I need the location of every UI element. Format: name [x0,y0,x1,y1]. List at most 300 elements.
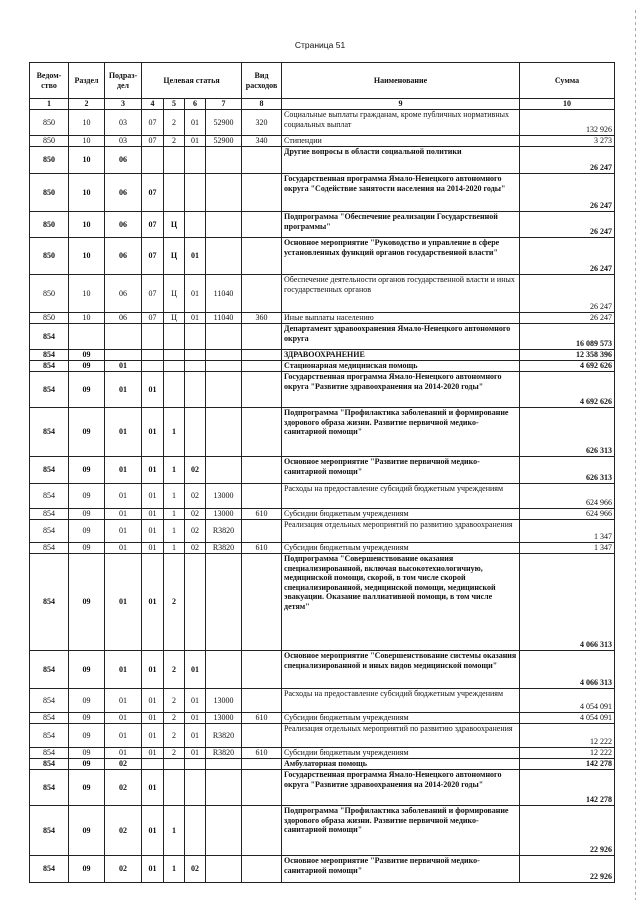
cell-razdel: 09 [69,543,105,554]
cell-podrazdel: 01 [105,713,142,724]
page-number: Страница 51 [294,40,346,50]
cell-razdel: 10 [69,110,105,136]
table-row [30,361,615,372]
cell-vedomstvo: 854 [30,361,69,372]
cell-naimenovanie: Реализация отдельных мероприятий по развитию здравоохранения [282,520,520,543]
cell-target-subprogram: 1 [164,457,185,484]
cell-vid-rashodov: 610 [242,543,282,554]
cell-vedomstvo: 850 [30,238,69,275]
cell-naimenovanie: Подпрограмма "Профилактика заболеваний и формирование здорового образа жизни. Развитие первичной медико-санитарной помощи" [282,408,520,457]
table-row [30,748,615,759]
header-vid-rashodov: Вид расходов [242,63,282,99]
cell-target-event: 01 [185,238,206,275]
cell-podrazdel: 01 [105,457,142,484]
header-celevaya-statya: Целевая статья [142,63,242,99]
cell-target-program: 01 [142,484,164,509]
cell-razdel: 09 [69,806,105,856]
cell-razdel: 09 [69,520,105,543]
table-row [30,509,615,520]
cell-target-program: 01 [142,713,164,724]
column-number-row [30,99,615,110]
cell-vid-rashodov [242,361,282,372]
cell-podrazdel: 06 [105,147,142,174]
cell-podrazdel: 01 [105,748,142,759]
cell-vid-rashodov [242,554,282,651]
table-row [30,856,615,883]
cell-target-program: 01 [142,457,164,484]
cell-podrazdel: 02 [105,806,142,856]
cell-summa: 624 966 [520,509,615,520]
cell-summa: 4 054 091 [520,713,615,724]
cell-razdel: 09 [69,759,105,770]
cell-summa: 12 222 [520,748,615,759]
cell-vedomstvo: 854 [30,554,69,651]
cell-summa: 132 926 [520,110,615,136]
cell-vid-rashodov: 610 [242,509,282,520]
cell-summa: 22 926 [520,856,615,883]
cell-podrazdel [105,324,142,350]
cell-podrazdel: 03 [105,136,142,147]
cell-summa: 22 926 [520,806,615,856]
table-row [30,136,615,147]
cell-naimenovanie: Подпрограмма "Профилактика заболеваний и формирование здорового образа жизни. Развитие первичной медико-санитарной помощи" [282,806,520,856]
cell-podrazdel: 01 [105,689,142,713]
table-row [30,689,615,713]
cell-podrazdel [105,350,142,361]
cell-vid-rashodov [242,520,282,543]
cell-razdel: 10 [69,275,105,313]
cell-vid-rashodov [242,324,282,350]
header-podrazdel: Подраз-дел [105,63,142,99]
cell-naimenovanie: Субсидии бюджетным учреждениям [282,543,520,554]
cell-target-subprogram: 1 [164,484,185,509]
cell-podrazdel: 06 [105,238,142,275]
cell-target-direction: R3820 [206,748,242,759]
cell-razdel: 09 [69,554,105,651]
cell-target-program [142,759,164,770]
cell-summa: 26 247 [520,238,615,275]
cell-summa: 1 347 [520,543,615,554]
table-row [30,212,615,238]
cell-target-direction [206,212,242,238]
cell-target-subprogram [164,350,185,361]
cell-summa: 1 347 [520,520,615,543]
cell-naimenovanie: Департамент здравоохранения Ямало-Ненецкого автономного округа [282,324,520,350]
cell-summa: 3 273 [520,136,615,147]
cell-naimenovanie: Государственная программа Ямало-Ненецкого автономного округа "Содействие занятости населения на 2014-2020 годы" [282,174,520,212]
cell-target-event: 02 [185,509,206,520]
cell-target-program: 01 [142,408,164,457]
cell-vedomstvo: 854 [30,651,69,689]
cell-podrazdel: 02 [105,856,142,883]
cell-vedomstvo: 850 [30,174,69,212]
cell-target-event [185,361,206,372]
cell-razdel: 10 [69,313,105,324]
cell-vid-rashodov: 320 [242,110,282,136]
cell-target-event [185,372,206,408]
cell-target-event: 01 [185,713,206,724]
cell-summa: 626 313 [520,408,615,457]
cell-vedomstvo: 854 [30,759,69,770]
cell-razdel: 10 [69,136,105,147]
cell-razdel: 09 [69,770,105,806]
cell-vid-rashodov [242,408,282,457]
cell-target-event [185,350,206,361]
cell-naimenovanie: Государственная программа Ямало-Ненецкого автономного округа "Развитие здравоохранения на 2014-2020 годы" [282,372,520,408]
header-naimenovanie: Наименование [282,63,520,99]
cell-naimenovanie: Подпрограмма "Совершенствование оказания специализированной, включая высокотехнологичную, медицинской помощи, скорой, в том числе скорой специализированной, медицинской помощи, медицинской эвакуации. Оказание паллиативной помощи, в том числе детям" [282,554,520,651]
cell-target-program [142,350,164,361]
cell-podrazdel: 06 [105,313,142,324]
cell-vedomstvo: 854 [30,457,69,484]
cell-target-subprogram: 2 [164,554,185,651]
cell-target-program: 01 [142,770,164,806]
col-num: 5 [164,99,185,110]
cell-target-event [185,174,206,212]
cell-target-event: 01 [185,136,206,147]
cell-vedomstvo: 854 [30,350,69,361]
cell-vedomstvo: 850 [30,136,69,147]
cell-podrazdel: 01 [105,651,142,689]
cell-summa: 4 692 626 [520,372,615,408]
cell-vid-rashodov [242,350,282,361]
cell-target-event: 02 [185,856,206,883]
table-row [30,408,615,457]
cell-target-event [185,770,206,806]
table-row [30,554,615,651]
cell-target-direction [206,174,242,212]
cell-vedomstvo: 854 [30,520,69,543]
cell-vid-rashodov [242,484,282,509]
col-num: 4 [142,99,164,110]
col-num: 1 [30,99,69,110]
cell-razdel: 09 [69,724,105,748]
cell-vedomstvo: 854 [30,324,69,350]
cell-target-direction [206,770,242,806]
cell-target-subprogram: 1 [164,543,185,554]
cell-vedomstvo: 854 [30,713,69,724]
cell-target-subprogram [164,147,185,174]
cell-target-program: 07 [142,212,164,238]
cell-vedomstvo: 850 [30,275,69,313]
cell-target-event [185,759,206,770]
cell-target-direction [206,457,242,484]
table-row [30,543,615,554]
cell-target-subprogram [164,372,185,408]
cell-target-event: 01 [185,110,206,136]
cell-target-subprogram: Ц [164,313,185,324]
cell-target-event: 01 [185,689,206,713]
cell-target-program [142,361,164,372]
cell-razdel: 09 [69,484,105,509]
cell-vedomstvo: 850 [30,212,69,238]
cell-target-subprogram: Ц [164,212,185,238]
cell-podrazdel: 02 [105,770,142,806]
cell-summa: 4 692 626 [520,361,615,372]
cell-vedomstvo: 854 [30,484,69,509]
cell-target-program [142,147,164,174]
table-row [30,806,615,856]
cell-target-subprogram: 1 [164,509,185,520]
cell-razdel: 10 [69,147,105,174]
col-num: 3 [105,99,142,110]
cell-razdel: 10 [69,174,105,212]
col-num: 9 [282,99,520,110]
cell-vedomstvo: 854 [30,724,69,748]
cell-razdel: 10 [69,212,105,238]
cell-summa: 142 278 [520,759,615,770]
cell-podrazdel: 01 [105,724,142,748]
cell-target-direction [206,651,242,689]
cell-target-subprogram [164,759,185,770]
cell-summa: 142 278 [520,770,615,806]
cell-target-program: 01 [142,651,164,689]
cell-razdel: 09 [69,457,105,484]
cell-target-direction [206,147,242,174]
cell-target-event [185,324,206,350]
cell-razdel: 09 [69,748,105,759]
cell-target-direction: 11040 [206,275,242,313]
cell-target-subprogram: 2 [164,689,185,713]
cell-razdel: 09 [69,361,105,372]
cell-summa: 26 247 [520,147,615,174]
cell-razdel: 09 [69,856,105,883]
cell-vedomstvo: 854 [30,689,69,713]
cell-razdel: 09 [69,408,105,457]
cell-vedomstvo: 854 [30,408,69,457]
col-num: 10 [520,99,615,110]
cell-vedomstvo: 854 [30,748,69,759]
cell-summa: 4 066 313 [520,554,615,651]
cell-target-event: 01 [185,313,206,324]
cell-vedomstvo: 854 [30,856,69,883]
cell-summa: 16 089 573 [520,324,615,350]
cell-target-subprogram: 2 [164,110,185,136]
cell-razdel: 09 [69,350,105,361]
cell-target-direction: 11040 [206,313,242,324]
cell-target-direction [206,361,242,372]
cell-target-subprogram [164,361,185,372]
cell-target-subprogram: Ц [164,238,185,275]
cell-target-program: 07 [142,275,164,313]
cell-podrazdel: 02 [105,759,142,770]
table-row [30,770,615,806]
cell-target-event [185,147,206,174]
cell-razdel: 09 [69,509,105,520]
col-num: 7 [206,99,242,110]
cell-target-program: 01 [142,543,164,554]
cell-target-direction: R3820 [206,724,242,748]
cell-podrazdel: 01 [105,408,142,457]
cell-vedomstvo: 854 [30,770,69,806]
cell-vedomstvo: 850 [30,313,69,324]
cell-naimenovanie: Амбулаторная помощь [282,759,520,770]
cell-target-subprogram: 1 [164,520,185,543]
cell-naimenovanie: ЗДРАВООХРАНЕНИЕ [282,350,520,361]
table-row [30,484,615,509]
table-row [30,724,615,748]
header-row [30,63,615,99]
cell-target-subprogram: 1 [164,856,185,883]
cell-naimenovanie: Основное мероприятие "Развитие первичной медико-санитарной помощи" [282,457,520,484]
cell-target-program: 01 [142,554,164,651]
cell-target-subprogram: 1 [164,806,185,856]
cell-summa: 26 247 [520,275,615,313]
table-row [30,174,615,212]
cell-podrazdel: 01 [105,554,142,651]
cell-podrazdel: 01 [105,484,142,509]
table-row [30,324,615,350]
cell-vid-rashodov [242,806,282,856]
cell-target-direction [206,372,242,408]
cell-target-program: 07 [142,313,164,324]
cell-target-program [142,324,164,350]
cell-vid-rashodov [242,174,282,212]
table-row [30,350,615,361]
header-vedomstvo: Ведом-ство [30,63,69,99]
cell-target-event: 01 [185,275,206,313]
cell-target-subprogram: 2 [164,748,185,759]
cell-summa: 12 358 396 [520,350,615,361]
cell-summa: 26 247 [520,212,615,238]
cell-target-direction [206,238,242,275]
cell-target-program: 01 [142,689,164,713]
cell-target-direction: 13000 [206,509,242,520]
cell-target-event: 02 [185,543,206,554]
cell-target-subprogram: 2 [164,713,185,724]
cell-vedomstvo: 854 [30,509,69,520]
cell-target-direction: 13000 [206,713,242,724]
table-row [30,372,615,408]
cell-summa: 4 054 091 [520,689,615,713]
cell-vedomstvo: 850 [30,147,69,174]
cell-naimenovanie: Субсидии бюджетным учреждениям [282,713,520,724]
cell-target-subprogram: 2 [164,724,185,748]
cell-vid-rashodov [242,770,282,806]
cell-vid-rashodov [242,856,282,883]
cell-target-direction [206,554,242,651]
cell-target-program: 07 [142,238,164,275]
cell-vid-rashodov [242,147,282,174]
table-row [30,520,615,543]
budget-table [29,62,615,883]
cell-vid-rashodov: 610 [242,713,282,724]
table-row [30,457,615,484]
cell-vid-rashodov: 610 [242,748,282,759]
cell-target-subprogram [164,174,185,212]
cell-razdel: 09 [69,651,105,689]
cell-naimenovanie: Государственная программа Ямало-Ненецкого автономного округа "Развитие здравоохранения на 2014-2020 годы" [282,770,520,806]
cell-podrazdel: 01 [105,372,142,408]
cell-target-subprogram [164,324,185,350]
cell-vid-rashodov [242,372,282,408]
cell-summa: 12 222 [520,724,615,748]
cell-podrazdel: 03 [105,110,142,136]
cell-vid-rashodov [242,724,282,748]
cell-target-program: 07 [142,174,164,212]
cell-target-direction: R3820 [206,520,242,543]
cell-summa: 26 247 [520,174,615,212]
cell-summa: 624 966 [520,484,615,509]
cell-vid-rashodov [242,275,282,313]
cell-target-direction [206,408,242,457]
cell-razdel: 09 [69,689,105,713]
table-body [30,110,615,883]
cell-vid-rashodov [242,651,282,689]
cell-vedomstvo: 854 [30,806,69,856]
cell-target-direction: 13000 [206,484,242,509]
cell-summa: 4 066 313 [520,651,615,689]
cell-target-event: 01 [185,724,206,748]
cell-target-direction: 52900 [206,136,242,147]
cell-vedomstvo: 850 [30,110,69,136]
cell-target-program: 07 [142,136,164,147]
table-row [30,313,615,324]
col-num: 8 [242,99,282,110]
cell-target-direction [206,856,242,883]
cell-target-event: 02 [185,457,206,484]
cell-naimenovanie: Социальные выплаты гражданам, кроме публичных нормативных социальных выплат [282,110,520,136]
cell-razdel: 10 [69,238,105,275]
table-row [30,713,615,724]
cell-podrazdel: 06 [105,212,142,238]
cell-naimenovanie: Другие вопросы в области социальной политики [282,147,520,174]
cell-podrazdel: 01 [105,543,142,554]
cell-target-subprogram [164,770,185,806]
cell-podrazdel: 01 [105,361,142,372]
cell-target-subprogram: Ц [164,275,185,313]
cell-podrazdel: 06 [105,275,142,313]
cell-target-direction: R3820 [206,543,242,554]
cell-naimenovanie: Стационарная медицинская помощь [282,361,520,372]
header-razdel: Раздел [69,63,105,99]
cell-target-subprogram: 2 [164,136,185,147]
cell-vid-rashodov [242,689,282,713]
cell-summa: 26 247 [520,313,615,324]
cell-naimenovanie: Основное мероприятие "Развитие первичной медико-санитарной помощи" [282,856,520,883]
cell-vid-rashodov [242,759,282,770]
cell-vid-rashodov [242,238,282,275]
cell-target-program: 01 [142,748,164,759]
table-row [30,147,615,174]
cell-target-program: 01 [142,509,164,520]
cell-naimenovanie: Обеспечение деятельности органов государственной власти и иных государственных органов [282,275,520,313]
cell-razdel: 09 [69,713,105,724]
cell-naimenovanie: Расходы на предоставление субсидий бюджетным учреждениям [282,689,520,713]
cell-target-event: 02 [185,484,206,509]
cell-naimenovanie: Подпрограмма "Обеспечение реализации Государственной программы" [282,212,520,238]
cell-naimenovanie: Основное мероприятие "Совершенствование системы оказания специализированной и иных видов медицинской помощи" [282,651,520,689]
col-num: 6 [185,99,206,110]
cell-naimenovanie: Основное мероприятие "Руководство и управление в сфере установленных функций органов государственной власти" [282,238,520,275]
cell-target-subprogram: 1 [164,408,185,457]
cell-podrazdel: 01 [105,509,142,520]
cell-target-program: 07 [142,110,164,136]
cell-target-direction [206,350,242,361]
cell-naimenovanie: Субсидии бюджетным учреждениям [282,748,520,759]
cell-target-event: 01 [185,748,206,759]
cell-target-direction [206,759,242,770]
cell-target-direction: 52900 [206,110,242,136]
cell-target-program: 01 [142,520,164,543]
cell-target-direction [206,324,242,350]
cell-naimenovanie: Субсидии бюджетным учреждениям [282,509,520,520]
cell-target-event [185,408,206,457]
cell-podrazdel: 06 [105,174,142,212]
cell-target-program: 01 [142,806,164,856]
table-row [30,651,615,689]
table-row [30,238,615,275]
